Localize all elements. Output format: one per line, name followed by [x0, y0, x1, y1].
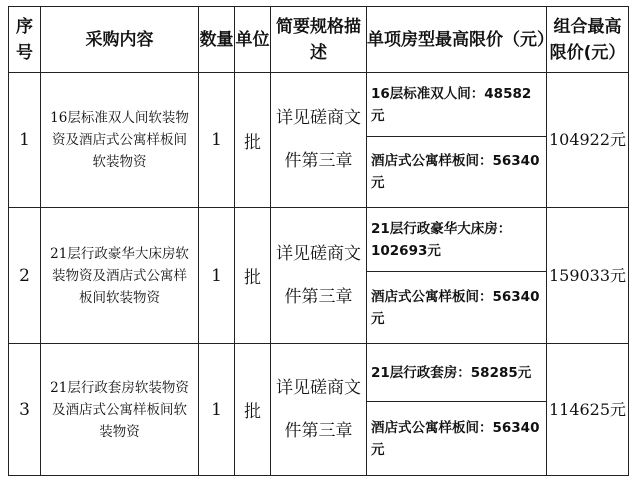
header-spec: 简要规格描述: [271, 7, 367, 73]
row-total: 159033元: [547, 208, 629, 344]
row-qty: 1: [199, 344, 235, 476]
row-seq: 2: [9, 208, 41, 344]
header-qty: 数量: [199, 7, 235, 73]
row-spec: 详见磋商文件第三章: [271, 73, 367, 208]
row-price-a: 16层标准双人间：48582元: [367, 73, 547, 137]
row-qty: 1: [199, 208, 235, 344]
row-seq: 3: [9, 344, 41, 476]
row-spec: 详见磋商文件第三章: [271, 344, 367, 476]
header-content: 采购内容: [41, 7, 199, 73]
row-price-a: 21层行政豪华大床房：102693元: [367, 208, 547, 272]
header-unit: 单位: [235, 7, 271, 73]
header-row: [9, 7, 629, 73]
row-seq: 1: [9, 73, 41, 208]
row-unit: 批: [235, 344, 271, 476]
row-total: 104922元: [547, 73, 629, 208]
row-price-b: 酒店式公寓样板间：56340元: [367, 137, 547, 208]
header-room-price: 单项房型最高限价（元）: [367, 7, 547, 73]
table-row: [9, 344, 629, 402]
row-spec: 详见磋商文件第三章: [271, 208, 367, 344]
row-content: 16层标准双人间软装物资及酒店式公寓样板间软装物资: [41, 73, 199, 208]
table-row: [9, 73, 629, 137]
row-total: 114625元: [547, 344, 629, 476]
header-seq: 序号: [9, 7, 41, 73]
row-content: 21层行政套房软装物资及酒店式公寓样板间软装物资: [41, 344, 199, 476]
row-price-b: 酒店式公寓样板间：56340元: [367, 402, 547, 476]
row-content: 21层行政豪华大床房软装物资及酒店式公寓样板间软装物资: [41, 208, 199, 344]
row-price-b: 酒店式公寓样板间：56340元: [367, 272, 547, 344]
row-unit: 批: [235, 73, 271, 208]
row-qty: 1: [199, 73, 235, 208]
price-table: [8, 6, 629, 476]
row-price-a: 21层行政套房：58285元: [367, 344, 547, 402]
header-total: 组合最高限价(元）: [547, 7, 629, 73]
table-row: [9, 208, 629, 272]
row-unit: 批: [235, 208, 271, 344]
